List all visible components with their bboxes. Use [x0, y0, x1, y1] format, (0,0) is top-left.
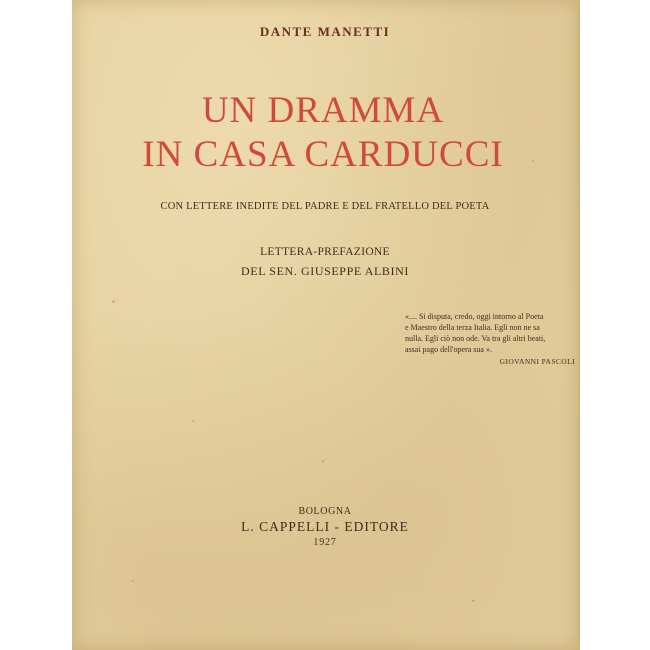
epigraph-line: «.... Si disputa, credo, oggi intorno al Poeta: [405, 312, 544, 321]
paper-speck: [192, 420, 194, 422]
paper-speck: [112, 300, 115, 303]
subtitle: CON LETTERE INEDITE DEL PADRE E DEL FRATELLO DEL POETA: [160, 201, 490, 212]
epigraph-line: nulla. Egli ciò non ode. Va tra gli altri beati,: [405, 334, 546, 343]
preface-author: DEL SEN. GIUSEPPE ALBINI: [241, 264, 409, 278]
epigraph-line: e Maestro della terza Italia. Egli non ne sa: [405, 323, 540, 332]
publication-place: BOLOGNA: [298, 506, 352, 517]
publication-year: 1927: [313, 537, 337, 548]
paper-speck: [472, 600, 475, 602]
book-cover: [72, 0, 580, 650]
epigraph: [405, 311, 575, 367]
preface-label: LETTERA-PREFAZIONE: [260, 246, 390, 258]
title-line-2: IN CASA CARDUCCI: [142, 134, 504, 175]
paper-speck: [132, 580, 134, 582]
paper-speck: [322, 460, 324, 463]
author-name: DANTE MANETTI: [259, 24, 391, 39]
epigraph-author: GIOVANNI PASCOLI: [499, 357, 575, 366]
title-line-1: UN DRAMMA: [201, 90, 445, 131]
publisher-name: L. CAPPELLI - EDITORE: [241, 519, 409, 534]
epigraph-line: assai pago dell'opera sua ».: [405, 345, 492, 354]
